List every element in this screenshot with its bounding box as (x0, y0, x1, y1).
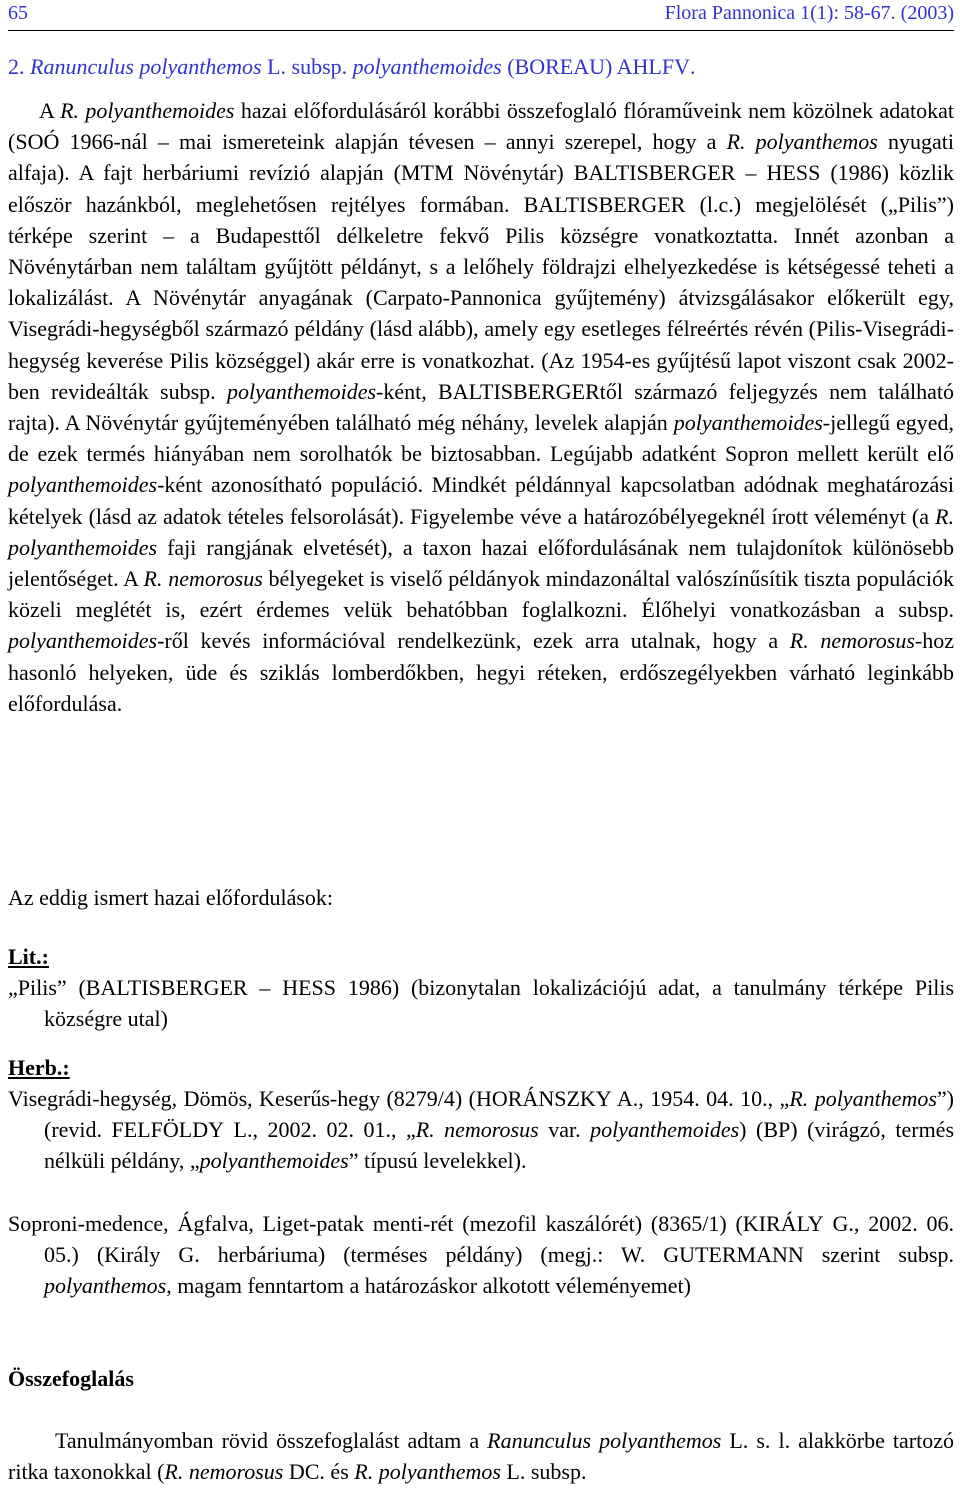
summary-paragraph (8, 1425, 954, 1487)
author-name: ORÁNSZKY (491, 1086, 612, 1111)
taxon-name: R. nemorosus (164, 1459, 284, 1485)
taxon-name: polyanthemoides (8, 472, 158, 498)
author-name: ESS (298, 975, 337, 1000)
author-name: ELFÖLDY (123, 1117, 224, 1143)
text-run: „Pilis” (B (8, 975, 101, 1000)
lit-entry (8, 972, 954, 1034)
taxon-name: R. polyanthemos (789, 1086, 937, 1111)
text-run: 1966-nál – mai ismereteink alapján tévesen – annyi szerepel, hogy a (59, 129, 727, 155)
taxon-name: R. polyanthemos (726, 129, 878, 155)
text-run: szerint subsp. (803, 1242, 954, 1268)
taxon-name: polyanthemoides (590, 1117, 740, 1143)
text-run: -ként azonosítható populáció. Mindkét példánnyal kapcsolatban adódnak meghatározási kételyek (lásd az adatok tételes felsorolását). Figyelembe véve a határozóbélyegeknél írott véleményt (a (8, 472, 954, 529)
text-run: , magam fenntartom a határozáskor alkotott véleményemet) (166, 1273, 691, 1299)
text-run: G., 2002. 06. 05.) (Király G. herbáriuma) (terméses példány) (megj.: W. G (44, 1211, 955, 1268)
journal-citation: Flora Pannonica 1(1): 58-67. (2003) (664, 2, 954, 24)
text-run: hazai előfordulásáról korábbi összefoglaló flóraműveink nem közölnek adatokat (S (8, 98, 954, 155)
taxon-subspecies: polyanthemoides (352, 54, 502, 79)
text-run: -ről kevés információval rendelkezünk, ezek arra utalnak, hogy a (157, 628, 790, 654)
taxon-name: R. polyanthemoides (8, 503, 954, 560)
lit-label: Lit. (8, 944, 42, 969)
taxon-name: polyanthemoides (199, 1148, 349, 1174)
author-name: OÓ (27, 129, 60, 155)
text-run: var. (538, 1117, 591, 1143)
author-text: (B (507, 54, 530, 79)
text-run: -hoz hasonló helyeken, üde és sziklás lomberdőkben, hegyi réteken, erdőszegélyekben várható leginkább előfordulása. (8, 628, 954, 716)
taxon-name: polyanthemos (44, 1273, 167, 1299)
author-name: ALTISBERGER (100, 975, 248, 1000)
herb-heading (8, 1052, 70, 1083)
text-run: – H (735, 160, 783, 186)
author-text: OREAU (529, 54, 606, 79)
herb-entry (8, 1083, 954, 1177)
text-run: L. subsp. (500, 1459, 587, 1485)
author-name: UTERMANN (679, 1242, 804, 1268)
text-run: A., 1954. 04. 10., „ (611, 1086, 790, 1111)
text-run: ) (BP) (virágzó, termés nélküli példány, „ (44, 1117, 955, 1174)
taxon-genus: Ranunculus polyanthemos (30, 54, 262, 79)
occurrences-intro: Az eddig ismert hazai előfordulások: (8, 885, 334, 910)
text-run: Soproni-medence, Ágfalva, Liget-patak menti-rét (mezofil kaszálórét) (8365/1) (K (8, 1211, 759, 1236)
taxon-heading (8, 51, 695, 82)
taxon-name: R. nemorosus (789, 628, 915, 654)
lit-heading (8, 941, 49, 972)
author-name: ALTISBERGER (588, 160, 736, 186)
summary-title: Összefoglalás (8, 1366, 134, 1391)
taxon-name: R. nemorosus (143, 566, 263, 592)
taxon-name: R. polyanthemos (354, 1459, 501, 1485)
author-name: ALTISBERGER (452, 378, 600, 404)
text-run: Visegrádi-hegység, Dömös, Keserűs-hegy (8279/4) (H (8, 1086, 492, 1111)
taxon-rank: L. subsp. (267, 54, 348, 79)
herb-label: Herb. (8, 1055, 63, 1080)
text-run: L. s. l. alakkörbe tartozó ritka taxonokkal ( (8, 1428, 954, 1485)
author-name: ESS (782, 160, 821, 186)
page-number: 65 (8, 2, 28, 24)
author-text: HLFV (632, 54, 690, 79)
author-text: . (689, 54, 696, 79)
taxon-name: R. polyanthemoides (60, 98, 235, 123)
text-run: L., 2002. 02. 01., „ (224, 1117, 416, 1143)
taxon-name: polyanthemoides (673, 410, 823, 436)
text-run: faji rangjának elvetését), a taxon hazai előfordulásának nem tulajdonítok különösebb jelentőséget. A (8, 534, 954, 592)
text-run: (l.c.) megjelölését („Pilis”) térképe szerint – a Budapesttől délkeletre fekvő Pilis községre vonatkoztatta. Innét azonban a Növénytárban nem találtam gyűjtött példányt, s a lelőhely földrajzi elhelyezkedése is kétségessé teheti a lokalizálást. A Növénytár anyagának (Carpato-Pannonica gyűjtemény) átvizsgálásakor előkerült egy, Visegrádi-hegységből származó példány (lásd alább), amely egy esetleges félreértés révén (Pilis-Visegrádi-hegység keverése Pilis községgel) akár erre is vonatkozhat. (Az 1954-es gyűjtésű lapot viszont csak 2002-ben revideálták subsp. (8, 191, 954, 404)
text-run: (1986) közlik először hazánkból, meglehetősen rejtélyes formában. B (8, 160, 954, 217)
taxon-number: 2. (8, 54, 25, 79)
text-run: ”) (revid. F (44, 1086, 954, 1143)
text-run: -ként, B (376, 378, 453, 404)
text-run: től származó feljegyzés nem található rajta). A Növénytár gyűjteményében található még néhány, levelek alapján (8, 378, 954, 436)
text-run: – H (247, 975, 299, 1000)
taxon-name: Ranunculus polyanthemos (487, 1428, 722, 1453)
author-text: ) A (605, 54, 633, 79)
lit-colon: : (41, 944, 49, 969)
author-name: ALTISBERGER (538, 191, 686, 217)
taxon-name: polyanthemoides (8, 628, 158, 654)
text-run: ” típusú levelekkel). (348, 1148, 527, 1174)
text-run: A (39, 98, 61, 123)
text-run: DC. és (283, 1459, 355, 1485)
herb-colon: : (62, 1055, 70, 1080)
text-run: Tanulmányomban rövid összefoglalást adtam a (55, 1428, 488, 1453)
taxon-name: R. nemorosus (415, 1117, 539, 1143)
author-name: IRÁLY (758, 1211, 824, 1236)
taxon-name: polyanthemoides (226, 378, 377, 404)
text-run: -jellegű egyed, de ezek termés hiányában nem sorolhatók be biztosabban. Legújabb adatként Sopron mellett került elő (8, 410, 954, 467)
text-run: 1986) (bizonytalan lokalizációjú adat, a tanulmány térképe Pilis községre utal) (44, 975, 955, 1032)
text-run: nyugati alfaja). A fajt herbáriumi revízió alapján (MTM Növénytár) B (8, 129, 954, 186)
page-header (8, 0, 954, 31)
text-run: bélyegeket is viselő példányok mindazonáltal valószínűsítik tiszta populációk közeli meglétét is, ezért érdemes velük behatóbban foglalkozni. Élőhelyi vonatkozásban a subsp. (8, 566, 954, 623)
herb-entry (8, 1208, 954, 1302)
main-paragraph (8, 95, 954, 719)
